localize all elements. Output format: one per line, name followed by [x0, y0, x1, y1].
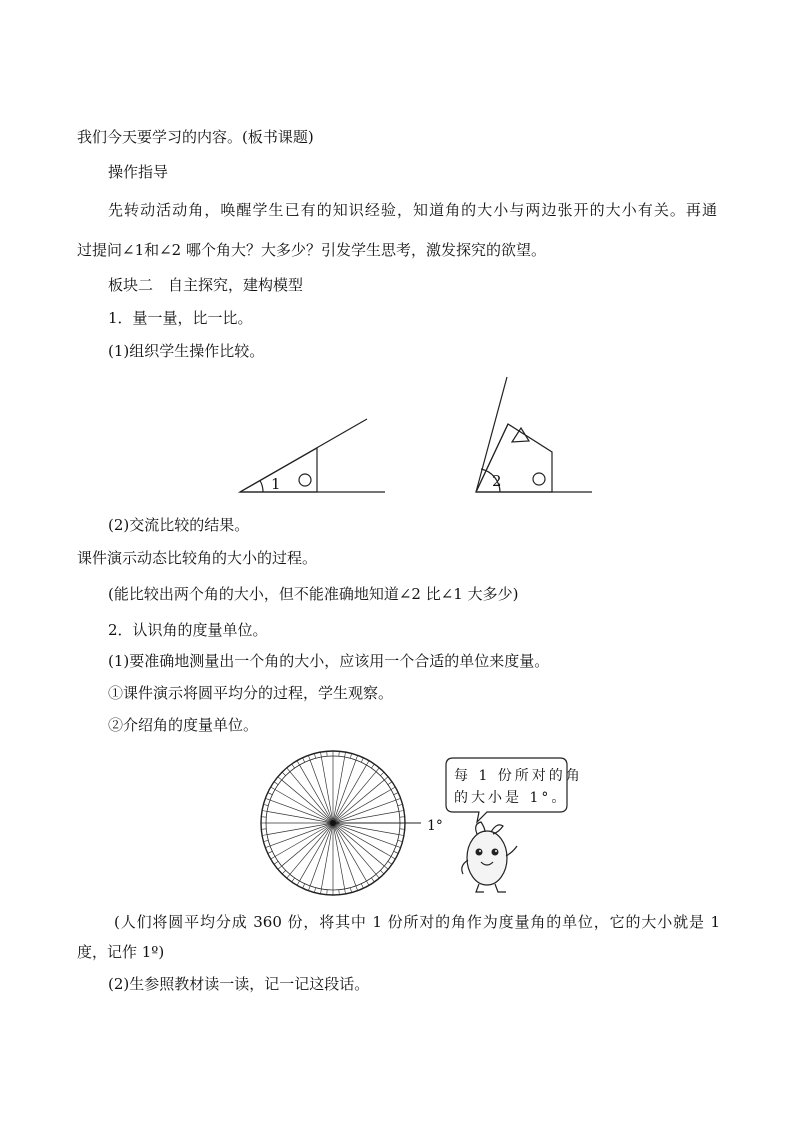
text-line: (2)交流比较的结果。 [108, 516, 250, 534]
text-line: (能比较出两个角的大小，但不能准确地知道∠2 比∠1 大多少) [108, 585, 519, 603]
text-line: 1．量一量，比一比。 [108, 309, 253, 327]
text-line: 2．认识角的度量单位。 [108, 621, 268, 639]
cartoon-character-icon [462, 822, 517, 892]
text-line: ②介绍角的度量单位。 [108, 716, 259, 734]
bubble-line-2: 的大小是 1°。 [454, 790, 569, 806]
section-heading: 操作指导 [108, 163, 169, 181]
text-line: 我们今天要学习的内容。(板书课题) [77, 128, 314, 146]
angle-2-figure [476, 377, 592, 492]
angle-2-label: 2 [492, 472, 502, 490]
section-heading: 板块二 自主探究，建构模型 [108, 276, 304, 294]
angle-1-label: 1 [271, 475, 281, 493]
text-line: (2)生参照教材读一读，记一记这段话。 [108, 975, 370, 993]
text-line: 先转动活动角，唤醒学生已有的知识经验，知道角的大小与两边张开的大小有关。再通 [108, 201, 717, 219]
text-line: 度，记作 1º) [77, 943, 165, 961]
angle-comparison-figure [230, 372, 610, 502]
bubble-line-1: 每 1 份所对的角 [454, 768, 583, 784]
speech-bubble [446, 758, 583, 822]
text-line: 课件演示动态比较角的大小的过程。 [77, 549, 318, 567]
text-line: 过提问∠1和∠2 哪个角大？大多少？引发学生思考，激发探究的欲望。 [77, 241, 546, 259]
text-line: ①课件演示将圆平均分的过程，学生观察。 [108, 684, 394, 702]
text-line: (人们将圆平均分成 360 份，将其中 1 份所对的角作为度量角的单位，它的大小就是 1 [114, 913, 720, 931]
angle-1-figure [240, 419, 385, 493]
circle-degree-figure [255, 748, 585, 903]
text-line: (1)要准确地测量出一个角的大小，应该用一个合适的单位来度量。 [108, 652, 550, 670]
divided-circle [261, 751, 421, 895]
text-line: (1)组织学生操作比较。 [108, 342, 265, 360]
degree-label: 1° [427, 818, 443, 834]
